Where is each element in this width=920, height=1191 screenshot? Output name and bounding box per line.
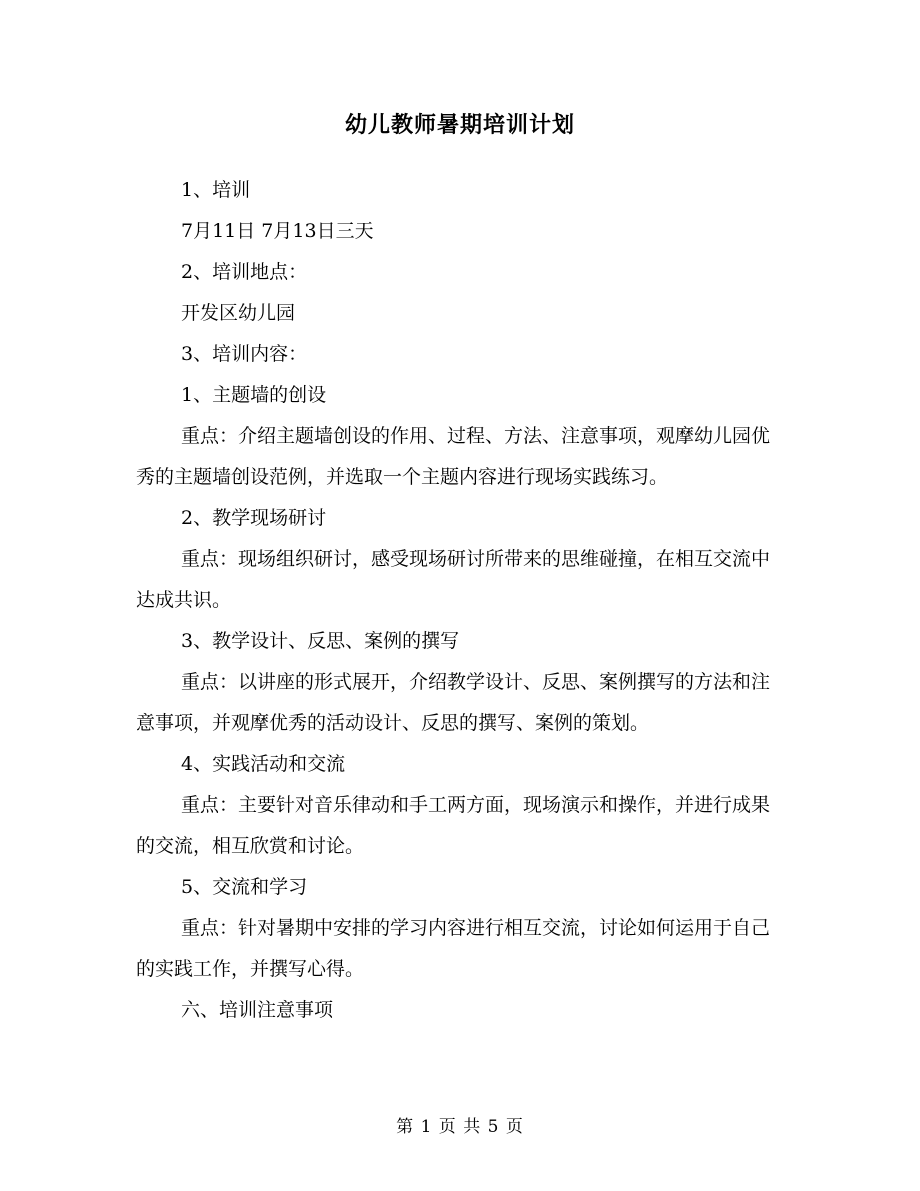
paragraph: 5、交流和学习 <box>181 876 308 898</box>
paragraph: 重点：针对暑期中安排的学习内容进行相互交流，讨论如何运用于自己的实践工作，并撰写心得。 <box>136 917 771 980</box>
paragraph: 重点：主要针对音乐律动和手工两方面，现场演示和操作，并进行成果的交流，相互欣赏和讨论。 <box>136 794 771 857</box>
paragraph: 3、培训内容： <box>181 343 308 365</box>
document-body <box>136 170 776 1031</box>
paragraph: 1、培训 <box>181 179 251 201</box>
paragraph: 重点：现场组织研讨，感受现场研讨所带来的思维碰撞，在相互交流中达成共识。 <box>136 548 771 611</box>
paragraph: 重点：以讲座的形式展开，介绍教学设计、反思、案例撰写的方法和注意事项，并观摩优秀的活动设计、反思的撰写、案例的策划。 <box>136 671 771 734</box>
page-number-footer: 第 1 页 共 5 页 <box>396 1117 524 1137</box>
paragraph: 1、主题墙的创设 <box>181 384 327 406</box>
paragraph: 六、培训注意事项 <box>181 999 334 1021</box>
document-title: 幼儿教师暑期培训计划 <box>344 112 575 138</box>
paragraph: 2、培训地点： <box>181 261 308 283</box>
paragraph: 开发区幼儿园 <box>181 302 296 324</box>
paragraph: 7月11日 7月13日三天 <box>181 220 374 242</box>
paragraph: 重点：介绍主题墙创设的作用、过程、方法、注意事项，观摩幼儿园优秀的主题墙创设范例，并选取一个主题内容进行现场实践练习。 <box>136 425 771 488</box>
paragraph: 4、实践活动和交流 <box>181 753 346 775</box>
paragraph: 2、教学现场研讨 <box>181 507 327 529</box>
paragraph: 3、教学设计、反思、案例的撰写 <box>181 630 460 652</box>
